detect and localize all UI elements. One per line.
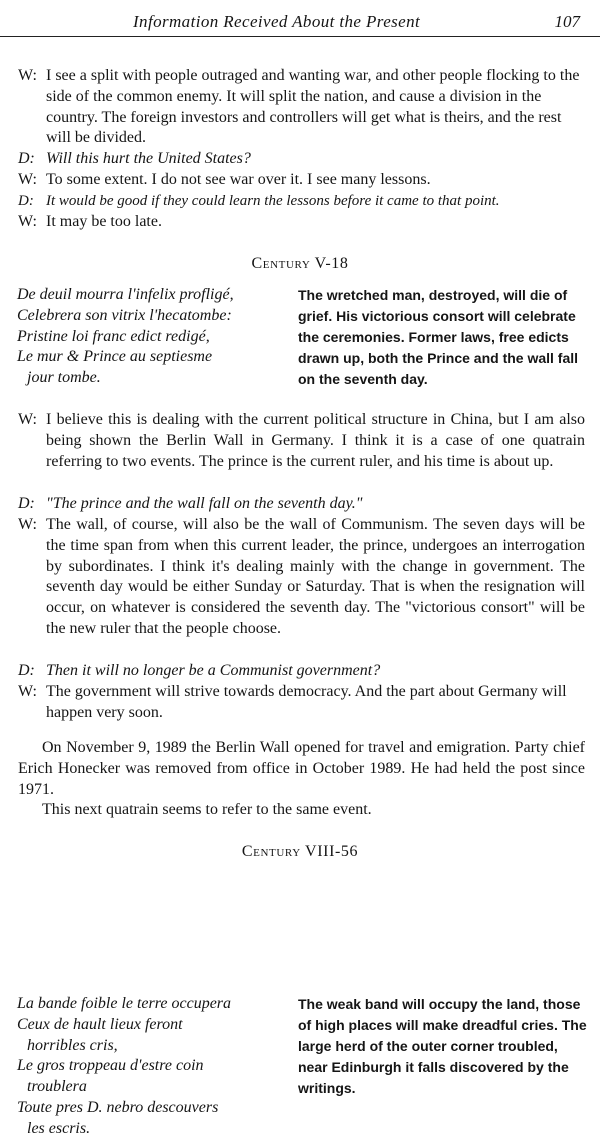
narration-paragraph — [0, 738, 600, 821]
dialogue-entry — [0, 410, 600, 494]
quatrain-heading: Century V-18 — [251, 255, 349, 272]
speaker-label: W: — [18, 683, 37, 700]
quatrain-english: The weak band will occupy the land, those of high places will make dreadful cries. The large herd of the outer corner troubled, near Edinburgh it falls discovered by the writings. — [298, 996, 587, 1096]
speaker-label: D: — [18, 150, 35, 167]
dialogue-text: "The prince and the wall fall on the seventh day." — [46, 495, 363, 512]
dialogue-block-2 — [0, 410, 600, 724]
dialogue-text: Then it will no longer be a Communist government? — [46, 662, 381, 679]
quatrain-french — [17, 285, 297, 389]
french-line: jour tombe. — [27, 369, 101, 387]
dialogue-entry — [0, 515, 600, 661]
speaker-label: W: — [18, 411, 37, 428]
french-line: Pristine loi franc edict redigé, — [17, 327, 210, 345]
speaker-label: D: — [18, 193, 34, 209]
dialogue-block-1 — [0, 66, 600, 233]
quatrain-2 — [0, 994, 600, 1144]
dialogue-entry — [0, 494, 600, 515]
dialogue-text: I believe this is dealing with the current political structure in China, but I am also being shown the Berlin Wall in Germany. I think it is a case of one quatrain referring to two events. The prince is the current ruler, and his time is about up. — [46, 411, 585, 470]
quatrain-1 — [0, 285, 600, 407]
speaker-label: W: — [18, 213, 37, 230]
quatrain-english: The wretched man, destroyed, will die of grief. His victorious consort will celebrate the ceremonies. Former laws, free edicts drawn up, both the Prince and the wall fall on the seventh day. — [298, 287, 579, 387]
running-title: Information Received About the Present — [133, 12, 421, 31]
page-number: 107 — [554, 12, 580, 31]
speaker-label: D: — [18, 662, 35, 679]
speaker-label: W: — [18, 67, 37, 84]
page-header — [0, 10, 600, 37]
french-line: Le mur & Prince au septiesme — [17, 348, 213, 366]
speaker-label: W: — [18, 171, 37, 188]
dialogue-entry — [0, 661, 600, 682]
dialogue-entry — [0, 170, 600, 191]
quatrain-section-1 — [0, 255, 600, 273]
french-line: Celebrera son vitrix l'hecatombe: — [17, 306, 232, 324]
narration — [0, 738, 600, 821]
dialogue-text: It would be good if they could learn the lessons before it came to that point. — [46, 193, 500, 209]
french-line: Ceux de hault lieux feront — [17, 1015, 183, 1033]
dialogue-text: The wall, of course, will also be the wall of Communism. The seven days will be the time span from when this current leader, the prince, undergoes an interrogation by subordinates. I think it's dealing mainly with the change in government. The seventh day would be either Sunday or Saturday. That is when the resignation will occur, on whatever is considered the seventh day. The "victorious consort" will be the new ruler that the people choose. — [46, 516, 585, 637]
quatrain-section-2 — [0, 843, 600, 861]
dialogue-text: The government will strive towards democracy. And the part about Germany will happen very soon. — [46, 683, 567, 721]
dialogue-text: I see a split with people outraged and wanting war, and other people flocking to the side of the common enemy. It will split the nation, and cause a division in the country. The foreign investors and controllers will get what is theirs, and the rest will be divided. — [46, 67, 580, 147]
dialogue-text: To some extent. I do not see war over it. I see many lessons. — [46, 171, 431, 188]
french-line: De deuil mourra l'infelix profligé, — [17, 286, 234, 303]
dialogue-entry — [0, 66, 600, 149]
french-line: Toute pres D. nebro descouvers — [17, 1098, 219, 1116]
dialogue-text: It may be too late. — [46, 213, 162, 230]
french-line: La bande foible le terre occupera — [17, 995, 232, 1012]
dialogue-text: Will this hurt the United States? — [46, 150, 251, 167]
speaker-label: W: — [18, 516, 37, 533]
french-line: troublera — [27, 1078, 87, 1096]
dialogue-entry — [0, 212, 600, 233]
dialogue-entry — [0, 149, 600, 170]
french-line: horribles cris, — [27, 1036, 118, 1054]
dialogue-entry — [0, 191, 600, 212]
dialogue-entry — [0, 682, 600, 724]
speaker-label: D: — [18, 495, 35, 512]
quatrain-heading: Century VIII-56 — [241, 843, 359, 860]
french-line: les escris. — [27, 1119, 91, 1137]
quatrain-french — [17, 994, 297, 1140]
narration-text: This next quatrain seems to refer to the same event. — [42, 801, 372, 819]
french-line: Le gros troppeau d'estre coin — [17, 1057, 204, 1075]
narration-text: On November 9, 1989 the Berlin Wall opened for travel and emigration. Party chief Erich Honecker was removed from office in October 1989. He had held the post since 1971. — [18, 739, 585, 798]
